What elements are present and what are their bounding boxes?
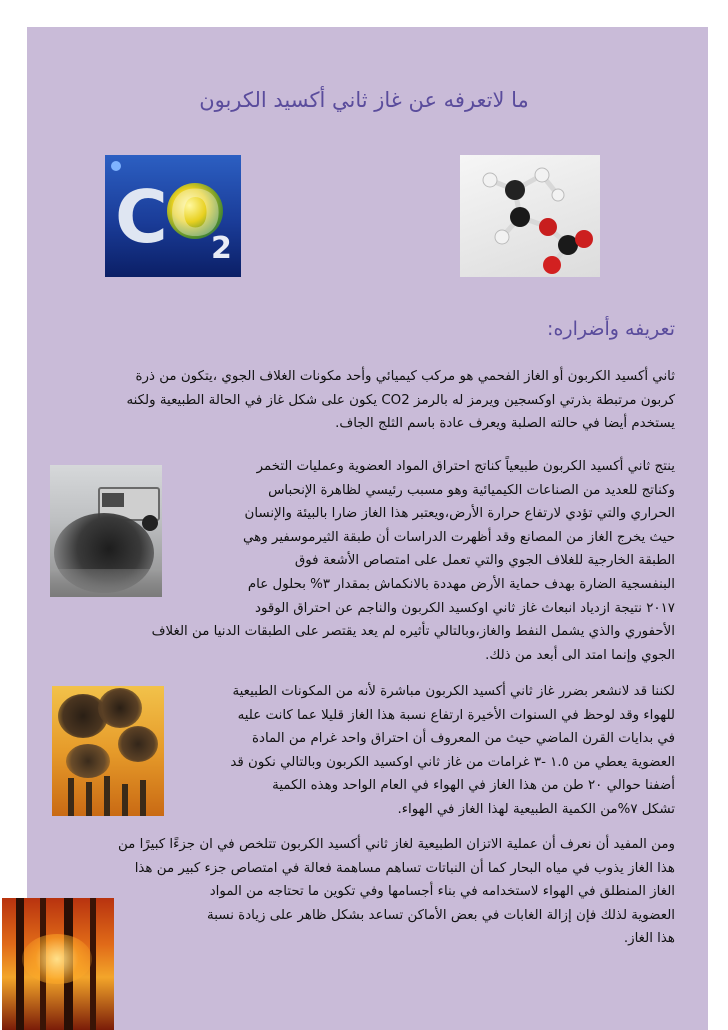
- page-title: ما لاتعرفه عن غاز ثاني أكسيد الكربون: [199, 88, 529, 112]
- text-line: هذا الغاز.: [623, 931, 675, 947]
- text-line: هذا الغاز يذوب في مياه البحار كما أن النباتات تساهم مساهمة فعالة في امتصاص جزء كبير من هذا: [134, 860, 675, 876]
- text-line: الحراري والتي تؤدي لارتفاع حرارة الأرض،ويعتبر هذا الغاز ضارا بالبيئة والإنسان: [244, 506, 675, 522]
- text-line: ثاني أكسيد الكربون أو الغاز الفحمي هو مركب كيميائي وأحد مكونات الغلاف الجوي ،يتكون من ذرة: [135, 369, 675, 384]
- text-line: حيث يخرج الغاز من المصانع وقد أظهرت الدراسات أن طبقة الثيرموسفير وهي: [243, 529, 675, 545]
- text-line: وكناتج للعديد من الصناعات الكيميائية وهو مسبب رئيسي لظاهرة الإنحباس: [268, 482, 675, 498]
- paragraph-definition: [55, 365, 675, 436]
- section-heading: تعريفه وأضراره:: [547, 318, 675, 340]
- text-line: ٢٠١٧ نتيجة ازدياد انبعاث غاز ثاني اوكسيد الكربون والناجم عن احتراق الوقود: [255, 600, 675, 616]
- text-line: للهواء وقد لوحظ في السنوات الأخيرة ارتفاع نسبة هذا الغاز قليلا عما كانت عليه: [237, 707, 675, 723]
- co2-logo-image: [105, 155, 241, 277]
- text-line: لكننا قد لانشعر بضرر غاز ثاني أكسيد الكربون مباشرة لأنه من المكونات الطبيعية: [232, 684, 675, 699]
- text-line: أضفنا حوالي ٢٠ طن من هذا الغاز في الهواء في العام الواحد وهذه الكمية: [272, 778, 675, 794]
- paragraph-natural-levels: [55, 680, 675, 822]
- text-line: تشكل ٧%من الكمية الطبيعية لهذا الغاز في الهواء.: [397, 801, 675, 817]
- text-line: ينتج ثاني أكسيد الكربون طبيعياً كناتج احتراق المواد العضوية وعمليات التخمر: [256, 459, 675, 474]
- logo-c: C: [115, 175, 168, 259]
- text-line: ومن المفيد أن نعرف أن عملية الاتزان الطبيعية لغاز ثاني أكسيد الكربون تتلخص في ان جزءًا كبيرًا من: [117, 837, 675, 852]
- text-line: العضوية لذلك فإن إزالة الغابات في بعض الأماكن تساعد بشكل ظاهر على زيادة نسبة: [207, 907, 675, 923]
- text-line: الجوي وإنما امتد الى أبعد من ذلك.: [485, 647, 675, 663]
- text-line: كربون مرتبطة بذرتي اوكسجين ويرمز له بالرمز CO2 يكون على شكل غاز في الحالة الطبيعية ولكنه: [126, 392, 675, 408]
- text-line: في بدايات القرن الماضي حيث من المعروف أن احتراق واحد غرام من المادة: [251, 731, 675, 747]
- paragraph-balance: [48, 833, 675, 951]
- text-line: الغاز المنطلق في الهواء لاستخدامه في بناء أجسامها وفي تكوين ما تحتاجه من المواد: [209, 884, 675, 900]
- text-line: الأحفوري والذي يشمل النفط والغاز،وبالتالي تأثيره لم يعد يقتصر على الطبقات الدنيا من الغلاف: [151, 624, 675, 640]
- text-line: البنفسجية الضارة بهدف حماية الأرض مهددة بالانكماش بمقدار ٣% بحلول عام: [247, 576, 675, 592]
- logo-o: O: [169, 177, 222, 250]
- logo-subscript: 2: [211, 231, 232, 266]
- text-line: الطبقة الخارجية للغلاف الجوي والتي تعمل على امتصاص الأشعة فوق: [294, 553, 675, 569]
- molecule-drawing: [460, 155, 600, 277]
- text-line: العضوية يعطي من ١.٥ -٣ غرامات من غاز ثاني اوكسيد الكربون وبالتالي نكون قد: [230, 754, 675, 770]
- paragraph-effects: [55, 455, 675, 667]
- molecule-model-image: [460, 155, 600, 277]
- text-line: يستخدم أيضا في حالته الصلبة ويعرف عادة باسم الثلج الجاف.: [335, 416, 675, 432]
